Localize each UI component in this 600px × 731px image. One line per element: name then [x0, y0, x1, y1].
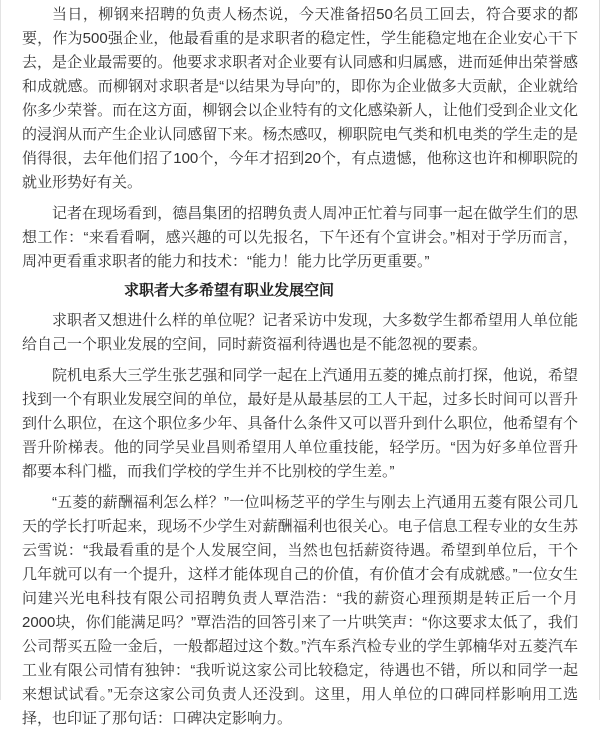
- paragraph-student-zhangyiqiang: 院机电系大三学生张艺强和同学一起在上汽通用五菱的摊点前打探，他说，希望找到一个有职业发展空间的单位，最好是从最基层的工人干起，过多长时间可以晋升到什么职位，在这个职位多少年、具备什么条件又可以晋升到什么职位，他希望有个晋升阶梯表。他的同学吴业昌则希望用人单位重技能，轻学历。“因为好多单位晋升都要本科门槛，而我们学校的学生并不比别校的学生差。”: [22, 367, 578, 480]
- paragraph-salary-benefits: “五菱的薪酬福利怎么样？”一位叫杨芝平的学生与刚去上汽通用五菱有限公司几天的学长打听起来，现场不少学生对薪酬福利也很关心。电子信息工程专业的女生苏云雪说：“我最看重的是个人发展空间，当然也包括薪资待遇。希望到单位后，干个几年就可以有一个提升，这样才能体现自己的价值，有价值才会有成就感。”一位女生问建兴光电科技有限公司招聘负责人覃浩浩：“我的薪资心理预期是转正后一个月2000块，你们能满足吗？”覃浩浩的回答引来了一片哄笑声：“你这要求太低了，我们公司帮买五险一金后，一般都超过这个数。”汽车系汽检专业的学生郭楠华对五菱汽车工业有限公司情有独钟：“我听说这家公司比较稳定，待遇也不错，所以和同学一起来想试试看。”无奈这家公司负责人还没到。这里，用人单位的口碑同样影响用工选择，也印证了那句话：口碑决定影响力。: [22, 494, 578, 727]
- paragraph-dechang-recruiter: 记者在现场看到，德昌集团的招聘负责人周冲正忙着与同事一起在做学生们的思想工作：“来看看啊，感兴趣的可以先报名，下午还有个宣讲会。”相对于学历而言，周冲更看重求职者的能力和技术：“能力！能力比学历更重要。”: [22, 205, 578, 270]
- paragraph-liugang-recruiter: 当日，柳钢来招聘的负责人杨杰说，今天准备招50名员工回去，符合要求的都要，作为500强企业，他最看重的是求职者的稳定性，学生能稳定地在企业安心干下去，是企业最需要的。他要求求职者对企业要有认同感和归属感，进而延伸出荣誉感和成就感。而柳钢对求职者是“以结果为导向”的，即你为企业做多大贡献，企业就给你多少荣誉。而在这方面，柳钢会以企业特有的文化感染新人，让他们受到企业文化的浸润从而产生企业认同感留下来。杨杰感叹，柳职院电气类和机电类的学生走的是俏得很，去年他们招了100个，今年才招到20个，有点遗憾，他称这也许和柳职院的就业形势好有关。: [22, 6, 578, 191]
- paragraph-jobseeker-wishes: 求职者又想进什么样的单位呢？记者采访中发现，大多数学生都希望用人单位能给自己一个职业发展的空间，同时薪资福利待遇也是不能忽视的要素。: [22, 312, 578, 353]
- section-heading: 求职者大多希望有职业发展空间: [124, 282, 335, 299]
